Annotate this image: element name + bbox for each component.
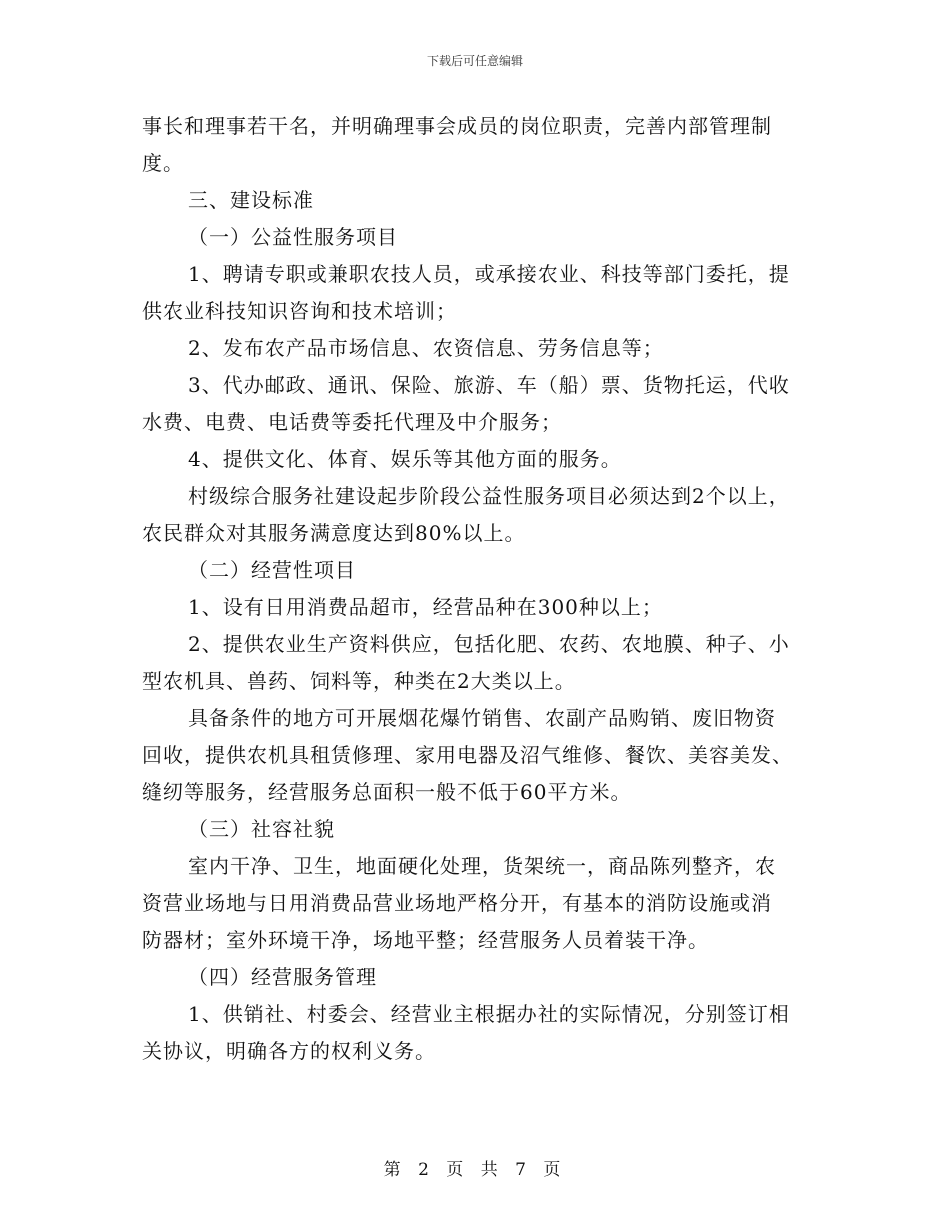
text-line: （一）公益性服务项目 [188,225,398,249]
text-line: 度。 [142,151,184,175]
text-line: 农民群众对其服务满意度达到80%以上。 [142,521,526,545]
text-line: 3、代办邮政、通讯、保险、旅游、车（船）票、货物托运，代收 [188,373,790,397]
text-line: （二）经营性项目 [188,558,356,582]
text-line: 事长和理事若干名，并明确理事会成员的岗位职责，完善内部管理制 [142,114,772,138]
text-line: 村级综合服务社建设起步阶段公益性服务项目必须达到2个以上， [188,484,790,508]
text-line: 2、发布农产品市场信息、农资信息、劳务信息等； [188,336,664,360]
text-line: 具备条件的地方可开展烟花爆竹销售、农副产品购销、废旧物资 [188,706,776,730]
document-body [142,108,810,1070]
text-line: 型农机具、兽药、饲料等，种类在2大类以上。 [142,669,576,693]
text-line: 关协议，明确各方的权利义务。 [142,1039,436,1063]
text-line: 室内干净、卫生，地面硬化处理，货架统一，商品陈列整齐，农 [188,854,776,878]
text-line: （三）社容社貌 [188,817,335,841]
text-line: 1、设有日用消费品超市，经营品种在300种以上； [188,595,663,619]
text-line: 防器材；室外环境干净，场地平整；经营服务人员着装干净。 [142,928,709,952]
text-line: 1、聘请专职或兼职农技人员，或承接农业、科技等部门委托，提 [188,262,790,286]
page-footer: 第 2 页 共 7 页 [383,1160,567,1180]
page-header: 下载后可任意编辑 [426,54,523,68]
text-line: 供农业科技知识咨询和技术培训； [142,299,457,323]
text-line: 4、提供文化、体育、娱乐等其他方面的服务。 [188,447,622,471]
text-line: 缝纫等服务，经营服务总面积一般不低于60平方米。 [142,780,632,804]
text-line: 1、供销社、村委会、经营业主根据办社的实际情况，分别签订相 [188,1002,790,1026]
text-line: 水费、电费、电话费等委托代理及中介服务； [142,410,562,434]
text-line: 资营业场地与日用消费品营业场地严格分开，有基本的消防设施或消 [142,891,772,915]
text-line: （四）经营服务管理 [188,965,377,989]
text-line: 回收，提供农机具租赁修理、家用电器及沼气维修、餐饮、美容美发、 [142,743,793,767]
text-line: 2、提供农业生产资料供应，包括化肥、农药、农地膜、种子、小 [188,632,790,656]
text-line: 三、建设标准 [188,188,314,212]
